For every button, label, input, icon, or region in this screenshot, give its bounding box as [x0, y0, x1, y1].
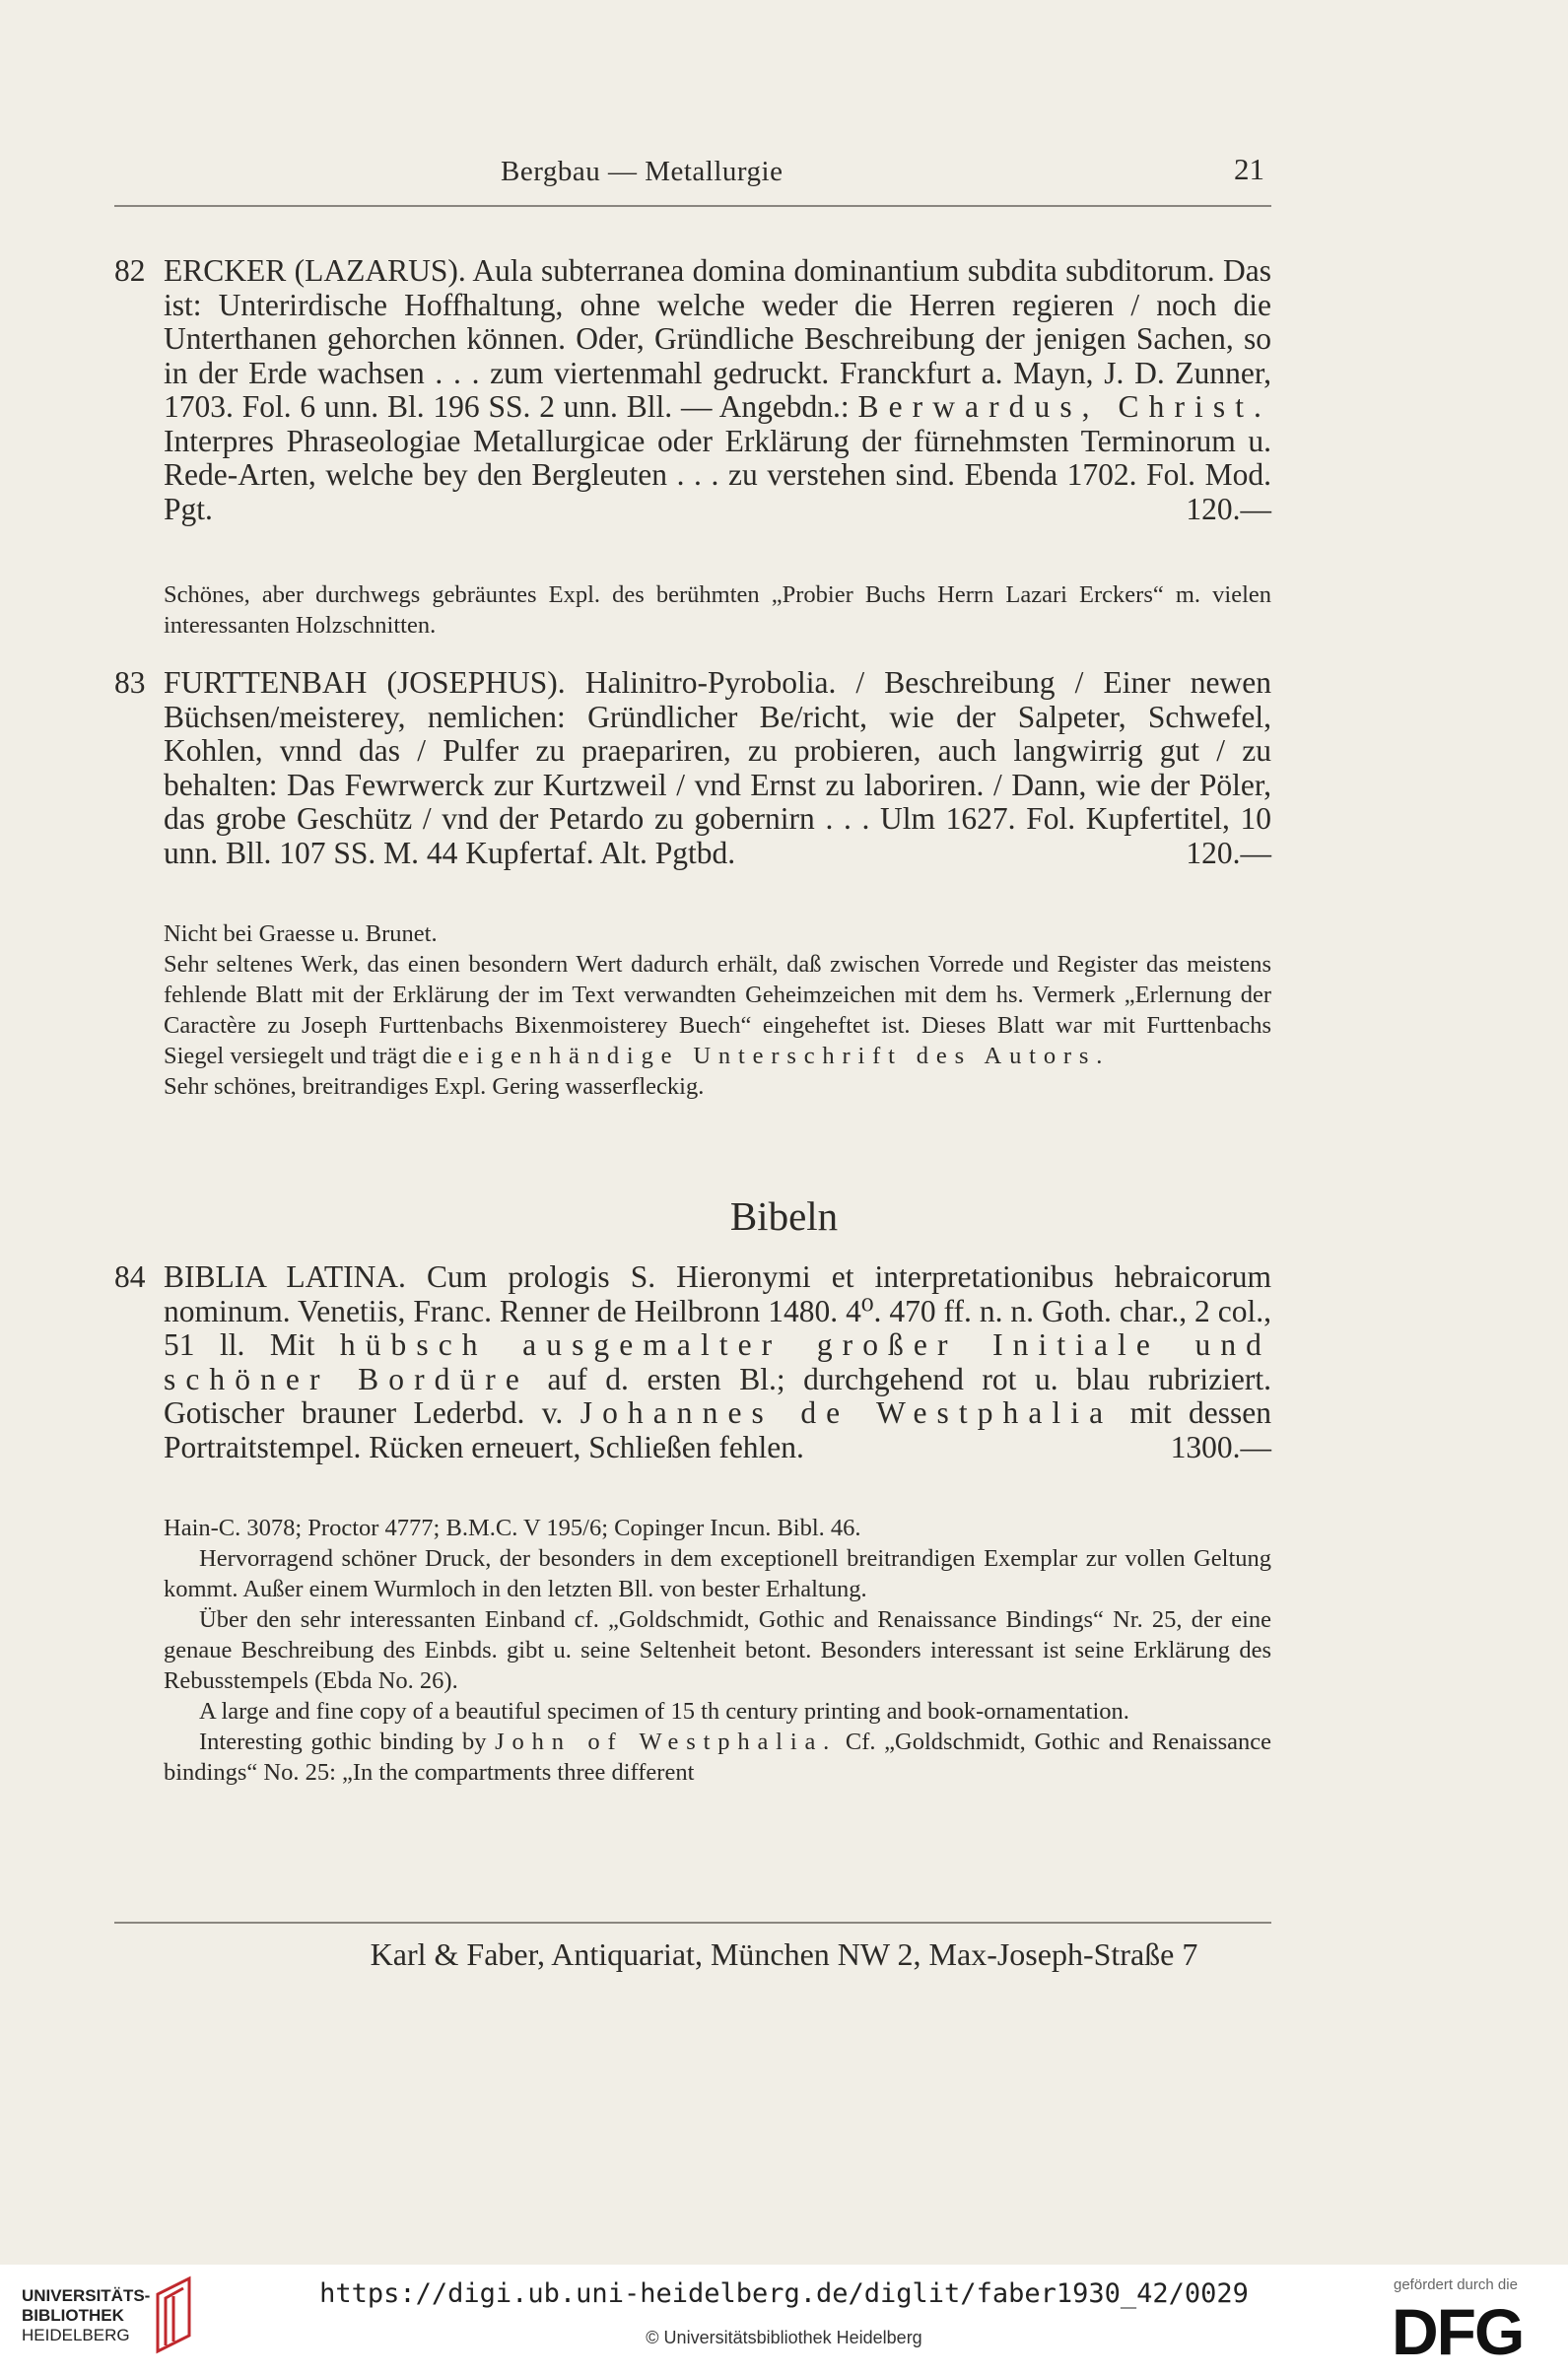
entry-number: 82	[114, 253, 146, 288]
permalink-url[interactable]: https://digi.ub.uni-heidelberg.de/diglit/faber1930_42/0029	[319, 2278, 1249, 2309]
header-rule	[114, 205, 1271, 207]
note-text-spaced: eigenhändige Unterschrift des Autors.	[457, 1043, 1111, 1069]
note-text: Hervorragend schöner Druck, der besonders in dem exceptionell breitrandigen Exemplar zur vollen Geltung kommt. Außer einem Wurmloch in den letzten Bll. von bester Erhaltung.	[164, 1545, 1271, 1602]
viewer-footer-bar	[0, 2265, 1568, 2375]
entry-text-spaced: Johannes de Westphalia	[579, 1395, 1114, 1430]
entry-note-82	[164, 579, 1271, 641]
dfg-logo[interactable]: DFG	[1392, 2295, 1524, 2368]
note-text: Interesting gothic binding by	[199, 1729, 496, 1755]
catalog-entry-82	[114, 254, 1271, 526]
note-text: A large and fine copy of a beautiful specimen of 15 th century printing and book-ornamentation.	[199, 1698, 1129, 1725]
entry-text-cont: mit dessen Portraitstempel. Rücken erneuert, Schließen fehlen.	[164, 1395, 1271, 1464]
note-text: Über den sehr interessanten Einband cf. „Goldschmidt, Gothic and Renaissance Bindings“ Nr. 25, der eine genaue Beschreibung des Einbds. gibt u. seine Seltenheit betont. Besonders interessant ist seine Erklärung des Rebusstempels (Ebda No. 26).	[164, 1606, 1271, 1694]
entry-text: ERCKER (LAZARUS). Aula subterranea domina dominantium subdita subditorum. Das ist: Unterirdische Hoffhaltung, ohne welche weder die Herren regieren / noch die Unterthanen gehorchen können. Oder, Gründliche Beschreibung der jenigen Sachen, so in der Erde wachsen . . . zum viertenmahl gedruckt. Franckfurt a. Mayn, J. D. Zunner, 1703. Fol. 6 unn. Bl. 196 SS. 2 unn. Bll. — Angebdn.:	[164, 253, 1271, 424]
library-line: HEIDELBERG	[22, 2326, 130, 2344]
entry-description	[164, 254, 1271, 526]
note-text: Sehr seltenes Werk, das einen besondern Wert dadurch erhält, daß zwischen Vorrede und Register das meistens fehlende Blatt mit der Erklärung der im Text verwandten Geheimzeichen mit dem hs. Vermerk „Erlernung der Caractère zu Joseph Furttenbachs Bixenmoisterey Buech“ eingeheftet ist. Dieses Blatt war mit Furttenbachs Siegel versiegelt und trägt die	[164, 951, 1271, 1069]
library-line: UNIVERSITÄTS-	[22, 2286, 151, 2305]
catalog-entry-84	[114, 1260, 1271, 1464]
note-text: Cf. „Goldschmidt, Gothic and Renaissance bindings“ No. 25: „In the compartments three different	[164, 1729, 1271, 1786]
entry-description	[164, 666, 1271, 870]
entry-number: 83	[114, 665, 146, 700]
library-line: BIBLIOTHEK	[22, 2306, 124, 2325]
entry-text-cont: Interpres Phraseologiae Metallurgicae oder Erklärung der fürnehmsten Terminorum u. Rede-Arten, welche bey den Bergleuten . . . zu verstehen sind. Ebenda 1702. Fol. Mod. Pgt.	[164, 423, 1271, 526]
entry-price: 1300.—	[1170, 1429, 1271, 1464]
note-text: Hain-C. 3078; Proctor 4777; B.M.C. V 195/6; Copinger Incun. Bibl. 46.	[164, 1515, 861, 1541]
entry-text-cont: auf d. ersten Bl.; durchgehend rot u. blau rubriziert. Gotischer brauner Lederbd. v.	[164, 1361, 1272, 1430]
entry-description	[164, 1260, 1271, 1464]
funding-label: gefördert durch die	[1394, 2276, 1518, 2293]
entry-number: 84	[114, 1259, 146, 1294]
note-text-spaced: John of Westphalia.	[495, 1729, 838, 1755]
entry-price: 120.—	[1186, 491, 1271, 526]
entry-text-spaced: Berwardus, Christ.	[857, 389, 1271, 424]
copyright-notice: © Universitätsbibliothek Heidelberg	[646, 2328, 922, 2347]
note-text: Sehr schönes, breitrandiges Expl. Gering wasserfleckig.	[164, 1073, 705, 1100]
publisher-address: Karl & Faber, Antiquariat, München NW 2, Max-Joseph-Straße 7	[370, 1936, 1198, 1972]
entry-text: FURTTENBAH (JOSEPHUS). Halinitro-Pyrobolia. / Beschreibung / Einer newen Büchsen/meisterey, nemlichen: Gründlicher Be/richt, wie der Salpeter, Schwefel, Kohlen, vnnd das / Pulfer zu praepariren, zu probieren, auch langwirrig gut / zu behalten: Das Fewrwerck zur Kurtzweil / vnd Ernst zu laboriren. / Dann, wie der Pöler, das grobe Geschütz / vnd der Petardo zu gobernirn . . . Ulm 1627. Fol. Kupfertitel, 10 unn. Bll. 107 SS. M. 44 Kupfertaf. Alt. Pgtbd.	[164, 665, 1271, 870]
entry-note-83	[164, 918, 1271, 1102]
running-header: Bergbau — Metallurgie	[501, 156, 784, 187]
note-text: Schönes, aber durchwegs gebräuntes Expl. des berühmten „Probier Buchs Herrn Lazari Erckers“ m. vielen interessanten Holzschnitten.	[164, 581, 1271, 639]
entry-text: BIBLIA LATINA. Cum prologis S. Hieronymi et interpretationibus hebraicorum nominum. Venetiis, Franc. Renner de Heilbronn 1480. 4⁰. 470 ff. n. n. Goth. char., 2 col., 51 ll. Mit	[164, 1259, 1271, 1362]
catalog-entry-83	[114, 666, 1271, 870]
entry-text-spaced: hübsch ausgemalter großer Initiale und schöner Bordüre	[164, 1327, 1271, 1396]
note-text: Nicht bei Graesse u. Brunet.	[164, 920, 438, 947]
entry-price: 120.—	[1186, 835, 1271, 870]
entry-note-84	[164, 1513, 1271, 1788]
page-number: 21	[1234, 152, 1264, 186]
section-heading: Bibeln	[729, 1193, 839, 1239]
footer-rule	[114, 1922, 1271, 1924]
